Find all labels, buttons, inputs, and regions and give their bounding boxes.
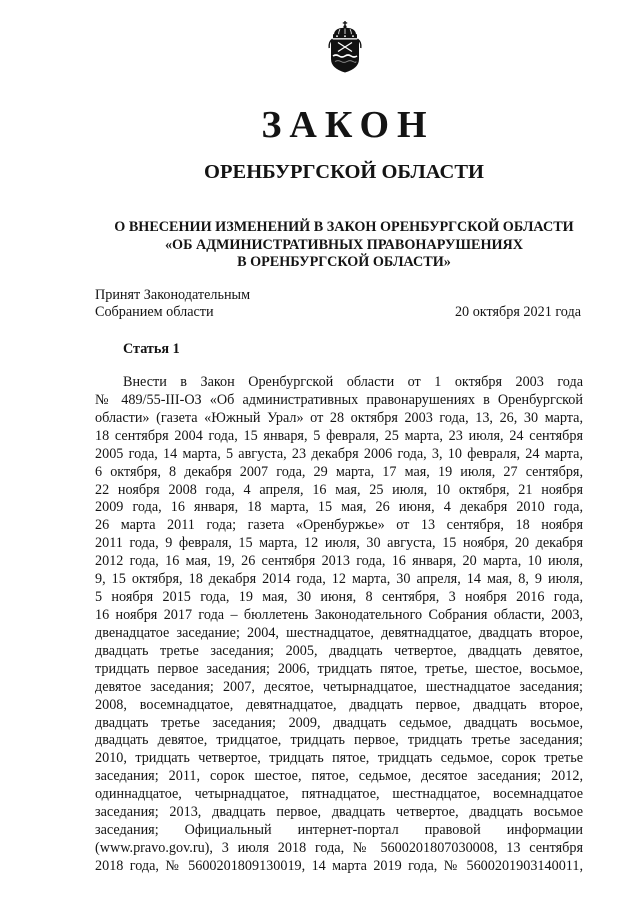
article-text-line: 2011 года, 9 февраля, 15 марта, 12 июля, 30 августа, 15 ноября, 20 декабря: [95, 535, 583, 552]
article-text-line: 2005 года, 14 марта, 5 августа, 23 декабря 2006 года, 3, 10 февраля, 24 марта,: [95, 445, 583, 462]
law-title-line: «ОБ АДМИНИСТРАТИВНЫХ ПРАВОНАРУШЕНИЯХ: [164, 236, 524, 253]
article-text-line: двенадцатое заседание; 2004, шестнадцатое, девятнадцатое, двадцать второе,: [95, 624, 583, 641]
article-text-line: 6 октября, 8 декабря 2007 года, 29 марта, 17 мая, 19 июля, 27 сентября,: [95, 463, 583, 480]
adoption-authority-line1: Принят Законодательным: [95, 287, 251, 303]
coat-of-arms-icon: [326, 21, 364, 73]
article-text-line: заседания; 2013, двадцать первое, двадцать четвертое, двадцать восьмое: [95, 804, 583, 821]
article-heading: Статья 1: [123, 341, 180, 357]
adoption-date: 20 октября 2021 года: [454, 304, 581, 320]
law-title-line: В ОРЕНБУРГСКОЙ ОБЛАСТИ»: [237, 254, 451, 270]
article-text-line: 26 марта 2011 года; газета «Оренбуржье» от 13 сентября, 18 ноября: [95, 517, 583, 534]
adoption-authority-line2: Собранием области: [95, 304, 214, 320]
article-text-line: тридцать первое заседания; 2006, тридцать пятое, третье, шестое, восьмое,: [95, 660, 583, 677]
article-text-line: двадцать третье заседания; 2009, двадцать седьмое, двадцать восьмое,: [95, 714, 583, 731]
article-text-line: заседания; Официальный интернет-портал правовой информации: [95, 822, 583, 839]
article-body: [95, 374, 583, 876]
article-text-line: 16 ноября 2017 года – бюллетень Законодательного Собрания области, 2003,: [95, 606, 583, 623]
region-title: ОРЕНБУРГСКОЙ ОБЛАСТИ: [204, 161, 484, 183]
article-text-line: девятое заседания; 2007, десятое, четырнадцатое, шестнадцатое заседания;: [95, 678, 583, 695]
article-text-line: 22 ноября 2008 года, 4 апреля, 16 мая, 25 июля, 10 октября, 21 ноября: [95, 481, 583, 498]
article-text-line: 5 ноября 2015 года, 19 мая, 30 июня, 8 сентября, 3 ноября 2016 года,: [95, 589, 583, 606]
law-title: [100, 219, 588, 272]
article-text-line: 2018 года, № 5600201809130019, 14 марта 2019 года, № 5600201903140011,: [95, 857, 583, 874]
article-text-line: 2012 года, 16 мая, 19, 26 сентября 2013 года, 16 января, 20 марта, 10 июля,: [95, 553, 583, 570]
article-text-line: 2010, тридцать четвертое, тридцать пятое, тридцать седьмое, сорок третье: [95, 750, 583, 767]
article-text-line: заседания; 2011, сорок шестое, пятое, седьмое, десятое заседания; 2012,: [95, 768, 583, 785]
law-title-line: О ВНЕСЕНИИ ИЗМЕНЕНИЙ В ЗАКОН ОРЕНБУРГСКОЙ ОБЛАСТИ: [114, 219, 574, 235]
article-text-line: области» (газета «Южный Урал» от 28 октября 2003 года, 13, 26, 30 марта,: [95, 409, 583, 426]
article-text-line: 18 сентября 2004 года, 15 января, 5 февраля, 25 марта, 23 июля, 24 сентября: [95, 427, 583, 444]
article-text-line: 9, 15 октября, 18 декабря 2014 года, 12 марта, 30 апреля, 14 мая, 8, 9 июля,: [95, 571, 583, 588]
article-text-line: 2008, восемнадцатое, девятнадцатое, двадцать первое, двадцать второе,: [95, 696, 583, 713]
article-text-line: 2009 года, 16 января, 18 марта, 15 мая, 26 июня, 4 декабря 2010 года,: [95, 499, 583, 516]
document-type-title: ЗАКОН: [261, 104, 435, 146]
article-text-line: двадцать девятое, тридцатое, тридцать первое, тридцать третье заседания;: [95, 732, 583, 749]
article-text-line: Внести в Закон Оренбургской области от 1 октября 2003 года: [123, 374, 583, 390]
article-text-line: одиннадцатое, четырнадцатое, пятнадцатое, шестнадцатое, восемнадцатое: [95, 786, 583, 803]
article-text-line: двадцать третье заседания; 2005, двадцать четвертое, двадцать девятое,: [95, 642, 583, 659]
adoption-block: [95, 287, 581, 321]
article-text-line: № 489/55-III-ОЗ «Об административных правонарушениях в Оренбургской: [95, 391, 583, 408]
article-text-line: (www.pravo.gov.ru), 3 июля 2018 года, № 5600201807030008, 13 сентября: [95, 839, 583, 856]
